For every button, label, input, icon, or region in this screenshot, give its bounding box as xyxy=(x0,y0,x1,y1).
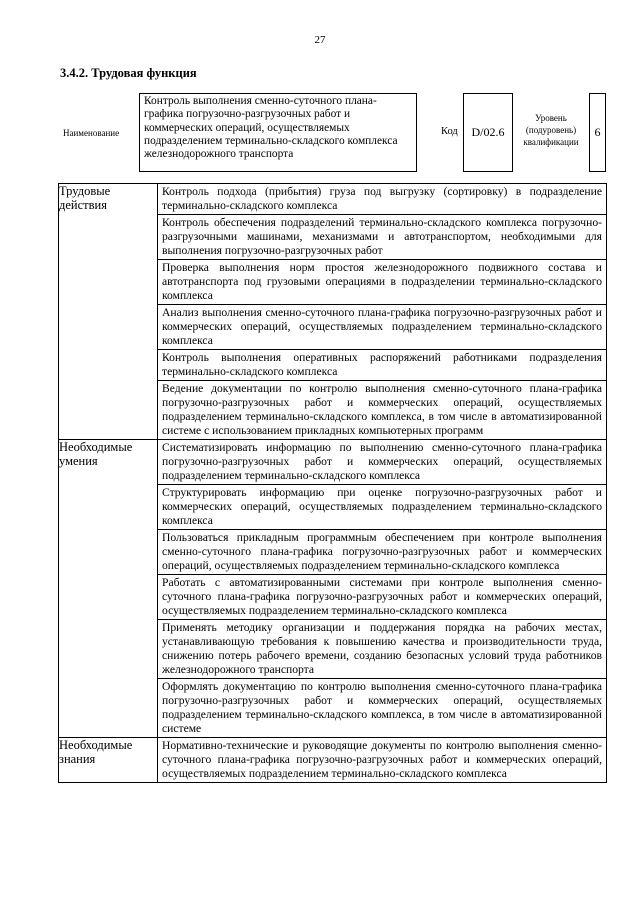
item-text: Оформлять документацию по контролю выполнения сменно-суточного плана-графика погрузочно-разгрузочных работ и коммерческих операций, осуществляемых подразделением терминально-складского комплекса, в том числе в автоматизированной системе xyxy=(162,680,602,735)
table-cell xyxy=(158,575,607,620)
item-text: Применять методику организации и поддержания порядка на рабочих местах, устанавливающую требования к повышению качества и производительности труда, снижению потерь рабочего времени, созданию безопасных условий труда работников железнодорожного транспорта xyxy=(162,621,602,676)
item-text: Проверка выполнения норм простоя железнодорожного подвижного состава и автотранспорта под грузовыми операциями в подразделении терминально-складского комплекса xyxy=(162,261,602,302)
table-cell xyxy=(158,679,607,738)
section-label: Трудовые действия xyxy=(59,184,158,440)
code-value-box: D/02.6 xyxy=(463,93,513,172)
item-text: Контроль подхода (прибытия) груза под выгрузку (сортировку) в подразделение терминально-складского комплекса xyxy=(162,185,602,212)
item-text: Пользоваться прикладным программным обеспечением при контроле выполнения сменно-суточного плана-графика погрузочно-разгрузочных работ и коммерческих операций, осуществляемых подразделением терминально-складского комплекса xyxy=(162,531,602,572)
section-label: Необходимые знания xyxy=(59,738,158,783)
code-label: Код xyxy=(441,126,458,137)
table-cell xyxy=(158,381,607,440)
item-text: Контроль выполнения оперативных распоряжений работниками подразделения терминально-складского комплекса xyxy=(162,351,602,378)
table-cell xyxy=(158,305,607,350)
item-text: Работать с автоматизированными системами при контроле выполнения сменно-суточного плана-графика погрузочно-разгрузочных работ и коммерческих операций, осуществляемых подразделением терминально-складского комплекса xyxy=(162,576,602,617)
table-cell xyxy=(158,350,607,381)
table-cell xyxy=(158,620,607,679)
table-cell xyxy=(158,440,607,485)
name-label: Наименование xyxy=(63,128,120,138)
item-text: Систематизировать информацию по выполнению сменно-суточного плана-графика погрузочно-разгрузочных работ и коммерческих операций, осуществляемых подразделением терминально-складского комплекса xyxy=(162,441,602,482)
item-text: Анализ выполнения сменно-суточного плана-графика погрузочно-разгрузочных работ и коммерческих операций, осуществляемых подразделением терминально-складского комплекса xyxy=(162,306,602,347)
table-cell xyxy=(158,530,607,575)
item-text: Нормативно-технические и руководящие документы по контролю выполнения сменно-суточного плана-графика погрузочно-разгрузочных работ и коммерческих операций, осуществляемых подразделением терминально-складского комплекса xyxy=(162,739,602,780)
table-row xyxy=(59,184,607,215)
table-cell xyxy=(158,215,607,260)
item-text: Ведение документации по контролю выполнения сменно-суточного плана-графика погрузочно-разгрузочных работ и коммерческих операций, осуществляемых подразделением терминально-складского комплекса, в том числе в автоматизированной системе с использованием прикладных компьютерных программ xyxy=(162,382,602,437)
section-label: Необходимые умения xyxy=(59,440,158,738)
level-label: Уровень (подуровень) квалификации xyxy=(523,113,579,147)
level-value-box: 6 xyxy=(589,93,606,172)
function-name-box: Контроль выполнения сменно-суточного плана-графика погрузочно-разгрузочных работ и коммерческих операций, осуществляемых подразделением терминально-складского комплекса железнодорожного транспорта xyxy=(139,93,417,172)
function-details-table xyxy=(58,183,607,783)
page-number: 27 xyxy=(314,34,326,46)
section-title: 3.4.2. Трудовая функция xyxy=(60,66,197,80)
table-row xyxy=(59,440,607,485)
item-text: Структурировать информацию при оценке погрузочно-разгрузочных работ и коммерческих операций, осуществляемых подразделением терминально-складского комплекса xyxy=(162,486,602,527)
table-cell xyxy=(158,260,607,305)
table-cell xyxy=(158,738,607,783)
table-cell xyxy=(158,485,607,530)
table-cell xyxy=(158,184,607,215)
item-text: Контроль обеспечения подразделений терминально-складского комплекса погрузочно-разгрузочными машинами, механизмами и автотранспортом, необходимыми для выполнения погрузочно-разгрузочных работ xyxy=(162,216,602,257)
table-row xyxy=(59,738,607,783)
